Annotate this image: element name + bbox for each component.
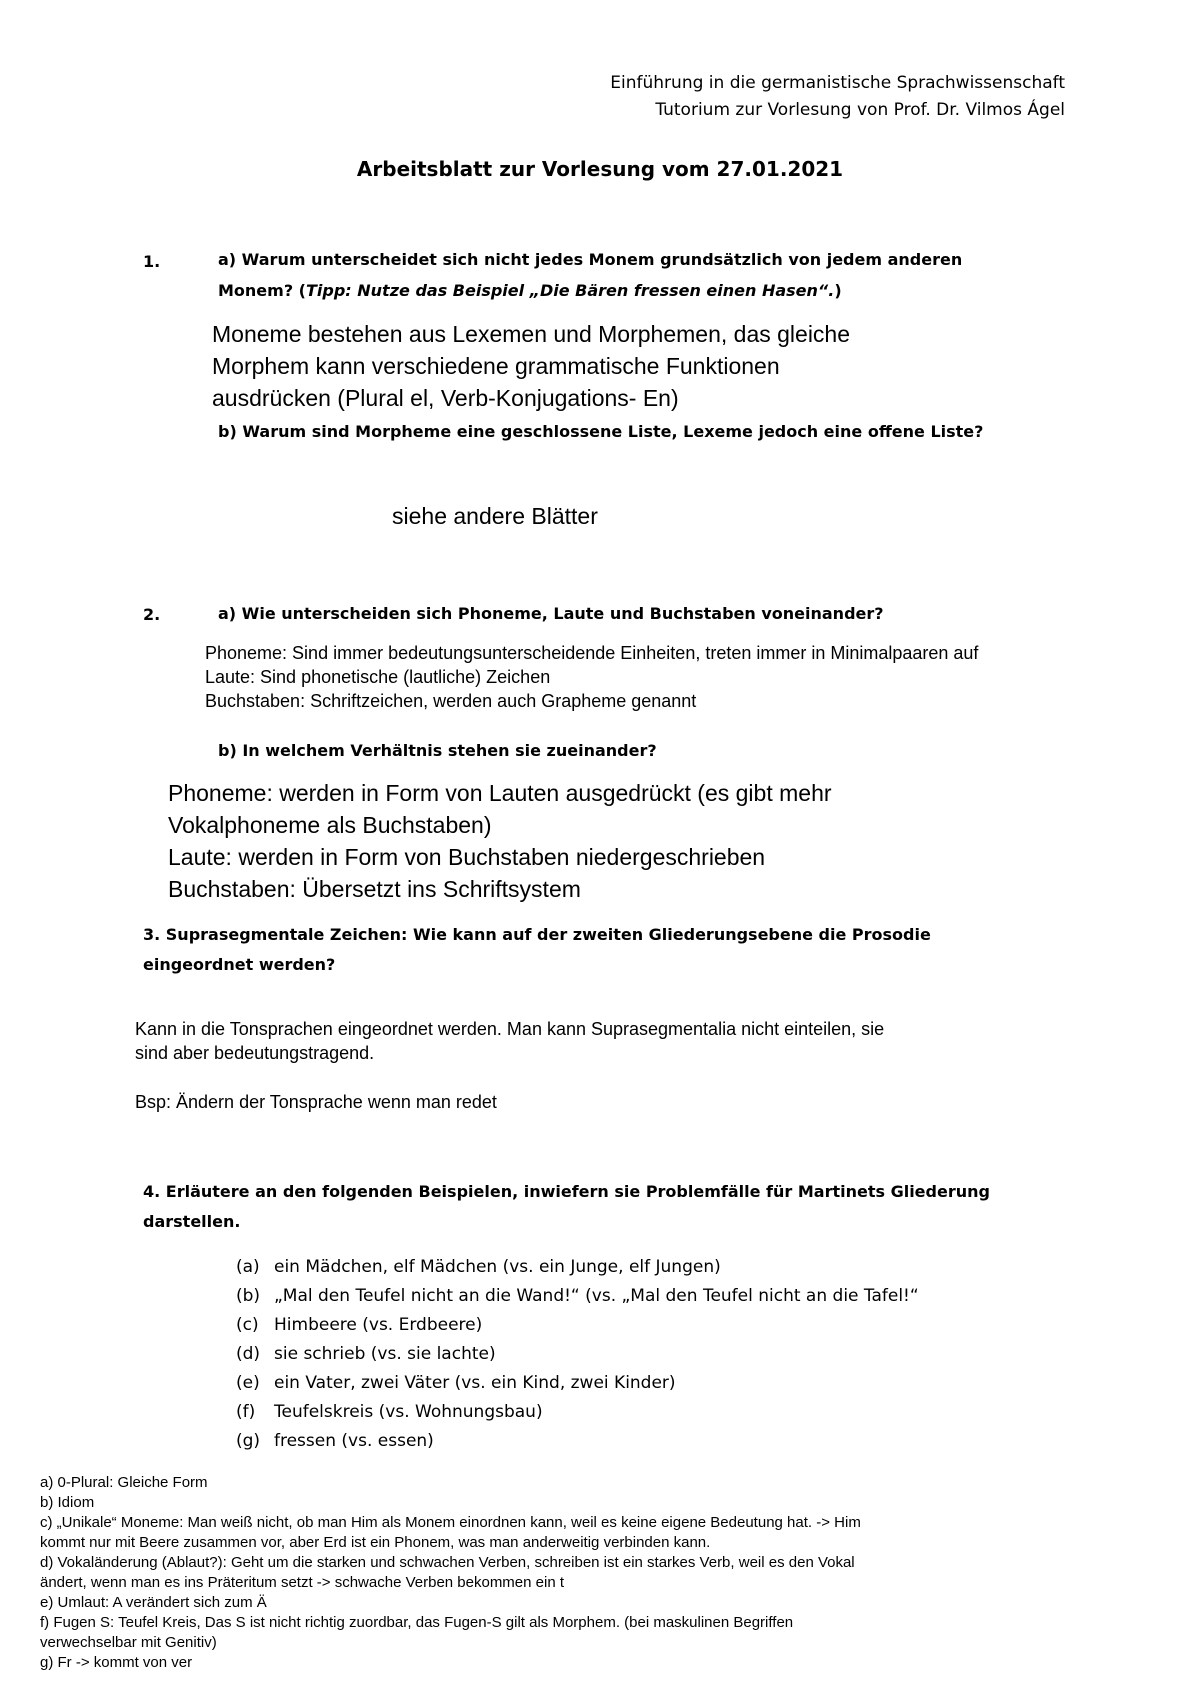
answer-4-line4: kommt nur mit Beere zusammen vor, aber Erd ist ein Phonem, was man anderweitig verbinden kann. xyxy=(40,1534,711,1551)
answer-4-line5: d) Vokaländerung (Ablaut?): Geht um die starken und schwachen Verben, schreiben ist ein starkes Verb, weil es den Vokal xyxy=(40,1554,855,1571)
answer-4-line8: f) Fugen S: Teufel Kreis, Das S ist nicht richtig zuordbar, das Fugen-S gilt als Morphem. (bei maskulinen Begriffen xyxy=(40,1614,794,1631)
answer-2b-line3: Laute: werden in Form von Buchstaben niedergeschrieben xyxy=(168,844,766,870)
list-item xyxy=(236,1340,496,1369)
question-3-line2: eingeordnet werden? xyxy=(143,955,336,974)
list-item-text: „Mal den Teufel nicht an die Wand!“ (vs. „Mal den Teufel nicht an die Tafel!“ xyxy=(274,1286,919,1306)
list-item-label: (g) xyxy=(236,1431,261,1451)
header-course: Einführung in die germanistische Sprachwissenschaft xyxy=(610,73,1065,93)
list-item xyxy=(236,1253,721,1282)
answer-2b-line1: Phoneme: werden in Form von Lauten ausgedrückt (es gibt mehr xyxy=(168,780,832,806)
answer-4-line7: e) Umlaut: A verändert sich zum Ä xyxy=(40,1594,267,1611)
answer-3-example: Bsp: Ändern der Tonsprache wenn man redet xyxy=(135,1092,497,1112)
list-item-label: (d) xyxy=(236,1344,261,1364)
question-1-number: 1. xyxy=(143,252,161,271)
answer-4-line9: verwechselbar mit Genitiv) xyxy=(40,1634,217,1651)
answer-1b: siehe andere Blätter xyxy=(392,503,598,529)
list-item xyxy=(236,1282,919,1311)
question-2a: a) Wie unterscheiden sich Phoneme, Laute und Buchstaben voneinander? xyxy=(218,604,884,623)
question-2b: b) In welchem Verhältnis stehen sie zueinander? xyxy=(218,741,657,760)
question-1b: b) Warum sind Morpheme eine geschlossene Liste, Lexeme jedoch eine offene Liste? xyxy=(218,422,984,441)
list-item-label: (f) xyxy=(236,1402,256,1422)
answer-3-line2: sind aber bedeutungstragend. xyxy=(135,1043,375,1063)
list-item xyxy=(236,1427,434,1456)
list-item-text: fressen (vs. essen) xyxy=(274,1431,434,1451)
list-item-label: (c) xyxy=(236,1315,259,1335)
question-4-line1: 4. Erläutere an den folgenden Beispielen, inwiefern sie Problemfälle für Martinets Gliederung xyxy=(143,1182,990,1201)
list-item-text: ein Vater, zwei Väter (vs. ein Kind, zwei Kinder) xyxy=(274,1373,676,1393)
list-item-label: (e) xyxy=(236,1373,260,1393)
answer-2a-line2: Laute: Sind phonetische (lautliche) Zeichen xyxy=(205,667,551,687)
question-3-line1: 3. Suprasegmentale Zeichen: Wie kann auf der zweiten Gliederungsebene die Prosodie xyxy=(143,925,931,944)
answer-2b-line4: Buchstaben: Übersetzt ins Schriftsystem xyxy=(168,876,581,902)
answer-1a-line3: ausdrücken (Plural el, Verb-Konjugations- En) xyxy=(212,385,679,411)
header-tutorial: Tutorium zur Vorlesung von Prof. Dr. Vilmos Ágel xyxy=(655,100,1065,120)
question-4-line2: darstellen. xyxy=(143,1212,241,1231)
question-2-number: 2. xyxy=(143,605,161,624)
list-item xyxy=(236,1369,676,1398)
list-item-text: Himbeere (vs. Erdbeere) xyxy=(274,1315,483,1335)
answer-3-line1: Kann in die Tonsprachen eingeordnet werden. Man kann Suprasegmentalia nicht einteilen, sie xyxy=(135,1019,885,1039)
answer-4-line2: b) Idiom xyxy=(40,1494,95,1511)
answer-4-line1: a) 0-Plural: Gleiche Form xyxy=(40,1474,208,1491)
list-item-text: ein Mädchen, elf Mädchen (vs. ein Junge, elf Jungen) xyxy=(274,1257,721,1277)
answer-1a-line2: Morphem kann verschiedene grammatische Funktionen xyxy=(212,353,780,379)
list-item-label: (b) xyxy=(236,1286,261,1306)
list-item-text: Teufelskreis (vs. Wohnungsbau) xyxy=(274,1402,543,1422)
list-item-text: sie schrieb (vs. sie lachte) xyxy=(274,1344,496,1364)
answer-4-line6: ändert, wenn man es ins Präteritum setzt -> schwache Verben bekommen ein t xyxy=(40,1574,565,1591)
list-item xyxy=(236,1311,482,1340)
answer-2b-line2: Vokalphoneme als Buchstaben) xyxy=(168,812,492,838)
list-item xyxy=(236,1398,543,1427)
question-1a-line2: Monem? (Tipp: Nutze das Beispiel „Die Bären fressen einen Hasen“.) xyxy=(218,281,842,300)
page-title: Arbeitsblatt zur Vorlesung vom 27.01.2021 xyxy=(356,157,844,181)
answer-4-line10: g) Fr -> kommt von ver xyxy=(40,1654,193,1671)
answer-2a-line1: Phoneme: Sind immer bedeutungsunterscheidende Einheiten, treten immer in Minimalpaaren auf xyxy=(205,643,979,663)
list-item-label: (a) xyxy=(236,1257,260,1277)
answer-1a-line1: Moneme bestehen aus Lexemen und Morphemen, das gleiche xyxy=(212,321,851,347)
question-1a-line1: a) Warum unterscheidet sich nicht jedes Monem grundsätzlich von jedem anderen xyxy=(218,250,963,269)
answer-2a-line3: Buchstaben: Schriftzeichen, werden auch Grapheme genannt xyxy=(205,691,697,711)
answer-4-line3: c) „Unikale“ Moneme: Man weiß nicht, ob man Him als Monem einordnen kann, weil es keine eigene Bedeutung hat. -> Him xyxy=(40,1514,861,1531)
